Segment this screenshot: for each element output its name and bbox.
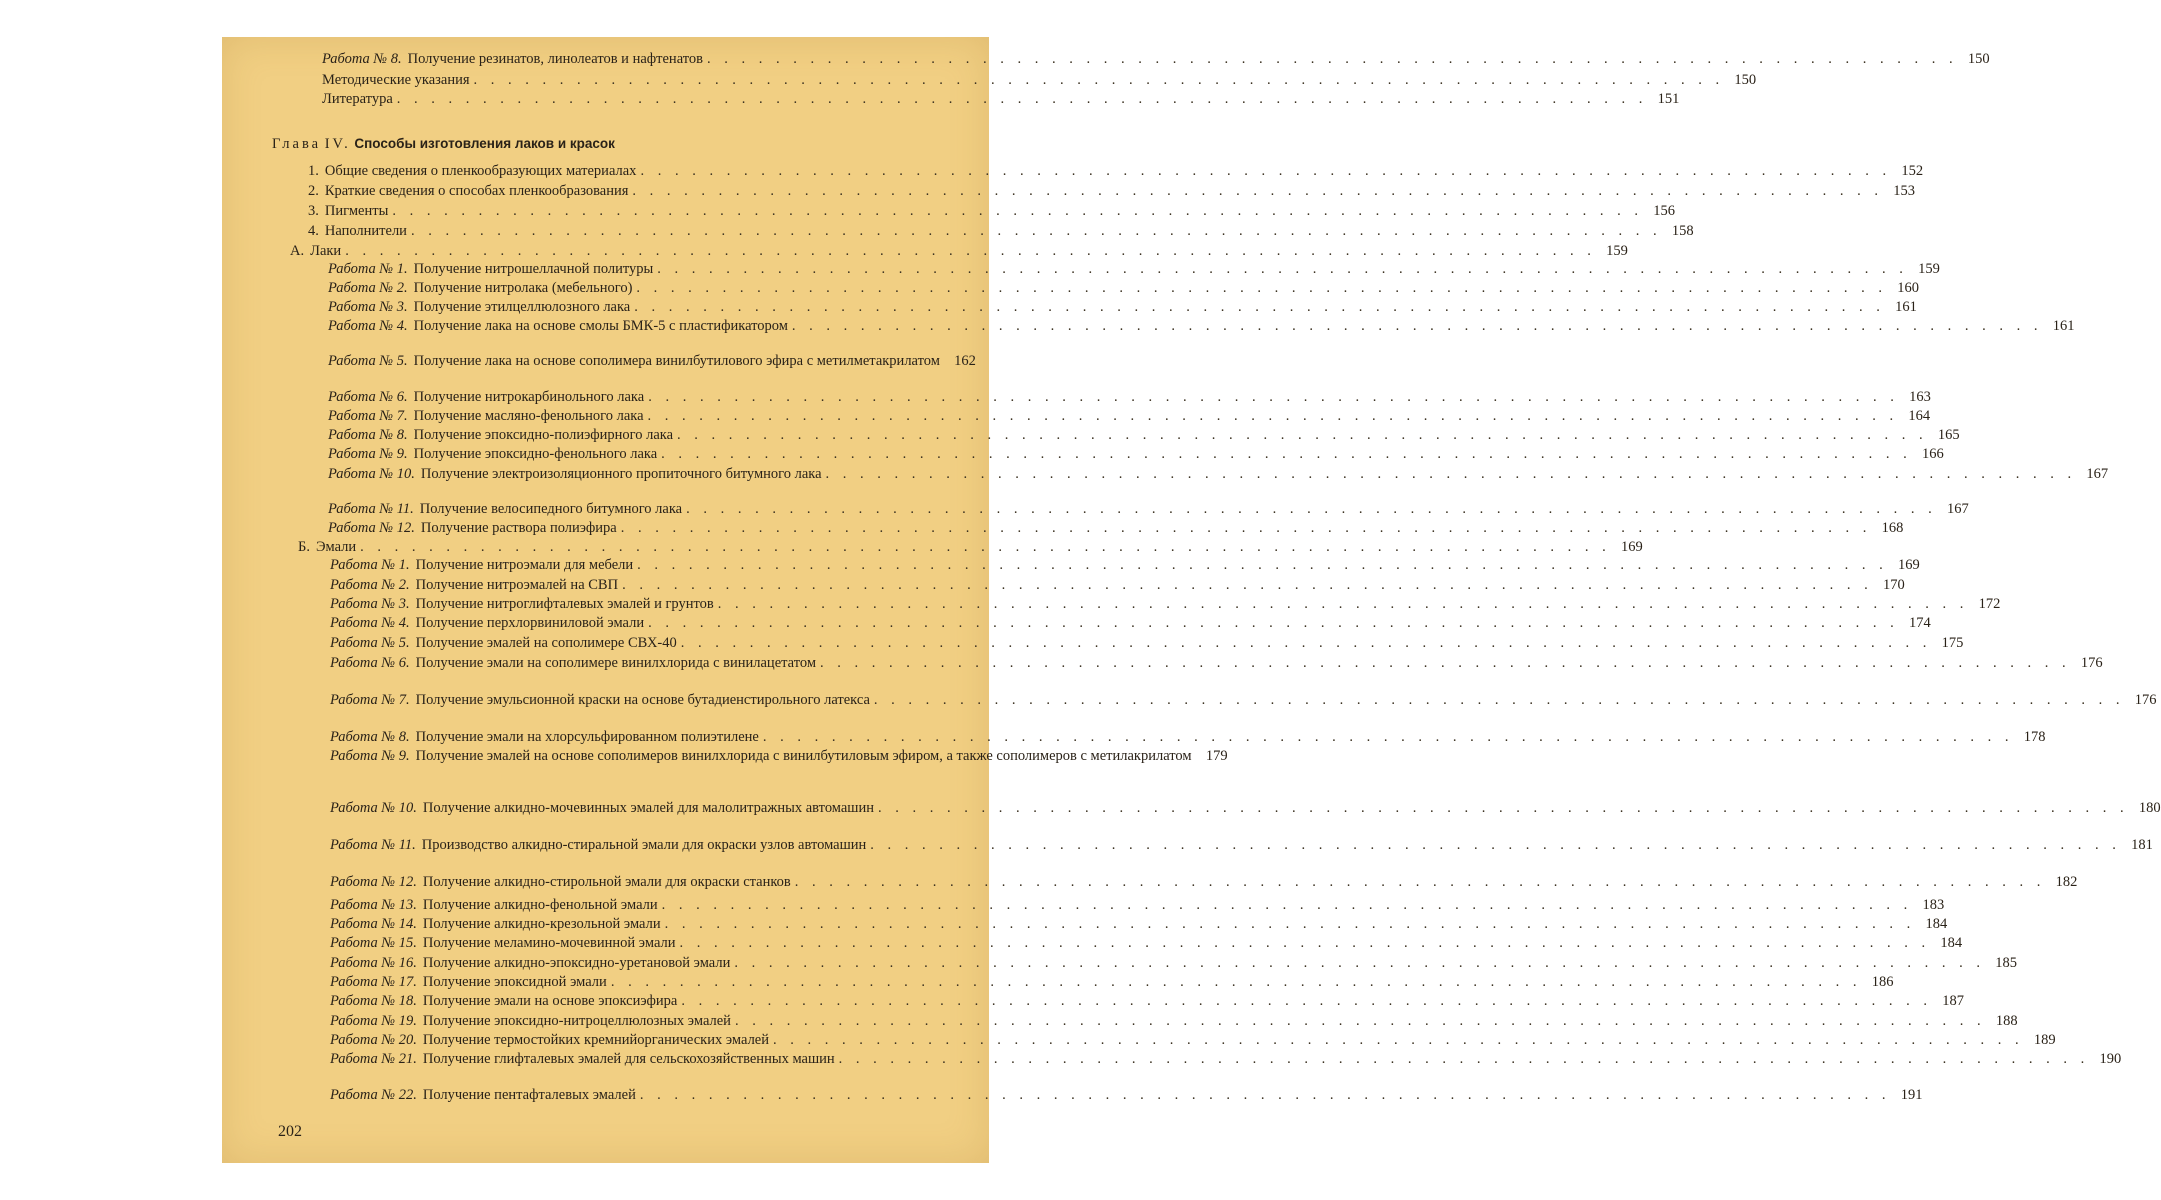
toc-entry-page: 151 — [1657, 91, 1680, 107]
toc-entry — [330, 800, 2161, 821]
chapter-prefix: Глава — [272, 136, 322, 152]
dot-leader — [621, 520, 1872, 537]
dot-leader — [707, 51, 1958, 68]
toc-entry-title: Получение алкидно-фенольной эмали — [422, 897, 658, 913]
toc-entry-page: 186 — [1871, 974, 1894, 990]
toc-entry-page: 182 — [2055, 874, 2078, 890]
toc-entry-label: Работа № 1. — [328, 261, 408, 277]
toc-entry-title: Получение велосипедного битумного лака — [419, 501, 683, 517]
toc-entry — [330, 955, 2017, 976]
toc-entry-label: Работа № 1. — [330, 557, 410, 573]
toc-entry — [328, 501, 1969, 522]
toc-entry-page: 174 — [1908, 615, 1931, 631]
toc-entry — [308, 203, 1675, 224]
toc-entry-title: Получение лака на основе смолы БМК-5 с пластификатором — [413, 318, 788, 334]
toc-entry-label: Работа № 3. — [328, 299, 408, 315]
toc-entry — [330, 897, 1945, 918]
toc-entry-page: 161 — [2052, 318, 2075, 334]
toc-entry — [330, 655, 2103, 676]
toc-entry-title: Получение эмалей на основе сополимеров винилхлорида с винилбутиловым эфиром, а также сополимеров с метилакрилатом — [415, 748, 1192, 764]
toc-entry-page: 153 — [1893, 183, 1916, 199]
toc-entry-title: Получение пентафталевых эмалей — [422, 1087, 636, 1103]
toc-entry — [328, 446, 1944, 467]
toc-entry-label: Работа № 13. — [330, 897, 417, 913]
dot-leader — [874, 692, 2125, 709]
toc-entry-page: 175 — [1941, 635, 1964, 651]
toc-entry-title: Получение нитроглифталевых эмалей и грунтов — [415, 596, 714, 612]
dot-leader — [345, 243, 1596, 260]
toc-entry-label: Работа № 3. — [330, 596, 410, 612]
dot-leader — [680, 935, 1931, 952]
toc-entry-page: 165 — [1937, 427, 1960, 443]
chapter-title: Способы изготовления лаков и красок — [354, 136, 615, 151]
toc-entry-label: Работа № 22. — [330, 1087, 417, 1103]
toc-entry-label: Работа № 10. — [330, 800, 417, 816]
toc-entry-label: Работа № 11. — [328, 501, 414, 517]
dot-leader — [665, 916, 1916, 933]
toc-entry-page: 159 — [1606, 243, 1628, 259]
toc-entry — [322, 72, 1757, 93]
toc-entry — [328, 261, 1940, 282]
dot-leader — [773, 1032, 2024, 1049]
toc-entry — [330, 729, 2046, 750]
page-number: 202 — [278, 1123, 302, 1140]
toc-entry-label: Работа № 21. — [330, 1051, 417, 1067]
toc-entry-page: 162 — [954, 353, 976, 369]
toc-entry — [328, 299, 1917, 320]
dot-leader — [648, 389, 1899, 406]
toc-entry-title: Получение эпоксидно-фенольного лака — [413, 446, 658, 462]
toc-entry — [308, 183, 1916, 204]
toc-entry-title: Общие сведения о пленкообразующих материалах — [324, 163, 637, 179]
toc-entry-label: Работа № 9. — [330, 748, 410, 764]
toc-entry-title: Методические указания — [322, 72, 470, 88]
toc-entry-page: 191 — [1900, 1087, 1923, 1103]
dot-leader — [763, 729, 2014, 746]
table-of-contents — [222, 37, 2161, 1163]
toc-entry-title: Получение эмали на основе эпоксиэфира — [422, 993, 678, 1009]
toc-entry-title: Получение эпоксидной эмали — [422, 974, 607, 990]
toc-entry — [330, 557, 1920, 578]
toc-entry-title: Получение алкидно-эпоксидно-уретановой эмали — [422, 955, 731, 971]
toc-entry-page: 150 — [1734, 72, 1757, 88]
toc-entry-label: 2. — [308, 183, 319, 199]
book-page — [222, 37, 2161, 1163]
toc-entry-page: 189 — [2033, 1032, 2056, 1048]
toc-entry-page: 152 — [1901, 163, 1924, 179]
toc-entry — [328, 427, 1960, 448]
dot-leader — [397, 91, 1648, 108]
toc-entry-label: Работа № 4. — [330, 615, 410, 631]
toc-entry — [328, 389, 1931, 410]
dot-leader — [622, 577, 1873, 594]
toc-entry — [328, 280, 1920, 301]
dot-leader — [474, 72, 1725, 89]
toc-entry-page: 156 — [1653, 203, 1675, 219]
toc-entry-title: Получение раствора полиэфира — [420, 520, 617, 536]
toc-entry-title: Получение алкидно-мочевинных эмалей для малолитражных автомашин — [422, 800, 874, 816]
toc-entry-label: Работа № 5. — [330, 635, 410, 651]
toc-entry — [322, 51, 1990, 72]
toc-entry-label: Работа № 2. — [328, 280, 408, 296]
toc-entry — [330, 1087, 1923, 1108]
toc-entry-title: Получение нитроэмали для мебели — [415, 557, 634, 573]
toc-entry — [330, 596, 2001, 617]
toc-entry-title: Получение меламино-мочевинной эмали — [422, 935, 676, 951]
dot-leader — [611, 974, 1862, 991]
toc-entry-title: Наполнители — [324, 223, 407, 239]
toc-entry-title: Получение эпоксидно-нитроцеллюлозных эмалей — [422, 1013, 731, 1029]
toc-entry — [330, 916, 1948, 937]
toc-entry-label: Работа № 7. — [328, 408, 408, 424]
dot-leader — [657, 261, 1908, 278]
toc-entry — [328, 408, 1931, 429]
toc-entry-page: 180 — [2138, 800, 2161, 816]
toc-entry-title: Получение нитрошеллачной политуры — [413, 261, 654, 277]
toc-entry-label: Работа № 15. — [330, 935, 417, 951]
toc-entry-title: Пигменты — [324, 203, 389, 219]
dot-leader — [640, 1087, 1891, 1104]
dot-leader — [795, 874, 2046, 891]
toc-entry-page: 172 — [1978, 596, 2001, 612]
dot-leader — [826, 466, 2077, 483]
toc-entry-title: Получение эмульсионной краски на основе бутадиенстирольного латекса — [415, 692, 870, 708]
toc-entry-title: Получение нитрокарбинольного лака — [413, 389, 645, 405]
toc-entry-title: Получение глифталевых эмалей для сельскохозяйственных машин — [422, 1051, 835, 1067]
toc-entry-title: Получение термостойких кремнийорганических эмалей — [422, 1032, 770, 1048]
toc-entry-page: 163 — [1909, 389, 1931, 405]
dot-leader — [637, 557, 1888, 574]
toc-entry-label: 1. — [308, 163, 319, 179]
dot-leader — [636, 280, 1887, 297]
dot-leader — [734, 955, 1985, 972]
toc-entry-title: Производство алкидно-стиральной эмали для окраски узлов автомашин — [421, 837, 867, 853]
toc-entry-page: 190 — [2099, 1051, 2122, 1067]
toc-entry-title: Получение нитролака (мебельного) — [413, 280, 633, 296]
toc-entry — [328, 520, 1904, 541]
toc-entry-label: Работа № 18. — [330, 993, 417, 1009]
dot-leader — [878, 800, 2129, 817]
toc-entry-page: 167 — [2086, 466, 2109, 482]
toc-entry — [330, 993, 1964, 1014]
toc-entry-title: Получение перхлорвиниловой эмали — [415, 615, 645, 631]
toc-entry-page: 168 — [1881, 520, 1904, 536]
dot-leader — [661, 446, 1912, 463]
toc-entry — [330, 1032, 2056, 1053]
toc-entry — [330, 615, 1931, 636]
toc-entry-title: Получение масляно-фенольного лака — [413, 408, 644, 424]
toc-entry — [330, 577, 1905, 598]
toc-entry-page: 170 — [1882, 577, 1905, 593]
toc-entry-page: 184 — [1940, 935, 1963, 951]
toc-entry-label: Работа № 6. — [328, 389, 408, 405]
toc-entry-title: Получение алкидно-крезольной эмали — [422, 916, 661, 932]
toc-entry — [330, 874, 2078, 895]
toc-entry — [330, 748, 1228, 769]
dot-leader — [870, 837, 2121, 854]
toc-entry-page: 188 — [1995, 1013, 2018, 1029]
toc-entry-label: Работа № 9. — [328, 446, 408, 462]
toc-entry-page: 169 — [1898, 557, 1920, 573]
dot-leader — [648, 408, 1899, 425]
toc-entry-page: 179 — [1205, 748, 1228, 764]
toc-entry — [328, 318, 2075, 339]
dot-leader — [634, 299, 1885, 316]
dot-leader — [360, 539, 1611, 556]
toc-entry-title: Краткие сведения о способах пленкообразования — [324, 183, 629, 199]
toc-entry — [328, 466, 2109, 487]
toc-entry-label: А. — [290, 243, 305, 259]
toc-entry-title: Получение электроизоляционного пропиточного битумного лака — [420, 466, 822, 482]
toc-entry — [328, 353, 976, 374]
dot-leader — [718, 596, 1969, 613]
toc-entry-page: 167 — [1947, 501, 1969, 517]
toc-entry-page: 158 — [1671, 223, 1694, 239]
toc-entry — [308, 163, 1924, 184]
toc-entry-page: 185 — [1995, 955, 2017, 971]
toc-entry-label: Работа № 5. — [328, 353, 408, 369]
dot-leader — [640, 163, 1891, 180]
toc-entry-title: Получение нитроэмалей на СВП — [415, 577, 619, 593]
toc-entry-title: Лаки — [310, 243, 342, 259]
toc-entry — [330, 635, 1964, 656]
toc-entry-label: Работа № 19. — [330, 1013, 417, 1029]
chapter-heading — [272, 136, 615, 153]
toc-entry-label: Работа № 4. — [328, 318, 408, 334]
toc-entry — [330, 935, 1963, 956]
dot-leader — [681, 993, 1932, 1010]
toc-entry-title: Получение этилцеллюлозного лака — [413, 299, 631, 315]
toc-entry-label: 4. — [308, 223, 319, 239]
toc-entry-title: Эмали — [315, 539, 357, 555]
toc-entry-label: Работа № 12. — [328, 520, 415, 536]
toc-entry — [308, 223, 1694, 244]
dot-leader — [735, 1013, 1986, 1030]
toc-entry-title: Получение лака на основе сополимера винилбутилового эфира с метилметакрилатом — [413, 353, 940, 369]
toc-entry-page: 187 — [1942, 993, 1964, 1009]
toc-entry-title: Литература — [322, 91, 393, 107]
toc-entry-page: 176 — [2134, 692, 2157, 708]
toc-entry-page: 181 — [2131, 837, 2153, 853]
dot-leader — [411, 223, 1662, 240]
toc-entry-page: 178 — [2023, 729, 2046, 745]
toc-entry-page: 176 — [2080, 655, 2103, 671]
toc-entry-label: Работа № 8. — [330, 729, 410, 745]
dot-leader — [662, 897, 1913, 914]
toc-entry-label: Работа № 20. — [330, 1032, 417, 1048]
chapter-number: IV. — [324, 136, 351, 152]
dot-leader — [839, 1051, 2090, 1068]
toc-entry-label: Работа № 12. — [330, 874, 417, 890]
toc-entry-page: 150 — [1967, 51, 1990, 67]
toc-entry-label: Работа № 7. — [330, 692, 410, 708]
toc-entry-page: 183 — [1922, 897, 1945, 913]
toc-entry-title: Получение эпоксидно-полиэфирного лака — [413, 427, 674, 443]
toc-entry-title: Получение эмалей на сополимере СВХ-40 — [415, 635, 677, 651]
toc-entry-label: Работа № 17. — [330, 974, 417, 990]
dot-leader — [792, 318, 2043, 335]
toc-entry-label: Работа № 11. — [330, 837, 416, 853]
toc-entry — [330, 1013, 2018, 1034]
toc-entry — [330, 692, 2157, 713]
toc-entry — [330, 974, 1894, 995]
toc-entry-page: 166 — [1922, 446, 1944, 462]
toc-entry-title: Получение алкидно-стирольной эмали для окраски станков — [422, 874, 791, 890]
toc-entry-title: Получение резинатов, линолеатов и нафтенатов — [407, 51, 703, 67]
toc-entry-page: 169 — [1621, 539, 1643, 555]
dot-leader — [686, 501, 1937, 518]
toc-entry-label: Б. — [298, 539, 310, 555]
toc-entry-label: Работа № 6. — [330, 655, 410, 671]
toc-entry-page: 160 — [1897, 280, 1920, 296]
toc-entry-title: Получение эмали на хлорсульфированном полиэтилене — [415, 729, 759, 745]
dot-leader — [632, 183, 1883, 200]
toc-entry — [330, 1051, 2122, 1072]
dot-leader — [392, 203, 1643, 220]
toc-entry — [322, 91, 1680, 112]
toc-entry-label: 3. — [308, 203, 319, 219]
toc-entry-label: Работа № 8. — [328, 427, 408, 443]
toc-entry-page: 184 — [1925, 916, 1948, 932]
toc-entry — [330, 837, 2153, 858]
toc-entry-label: Работа № 2. — [330, 577, 410, 593]
toc-entry-page: 164 — [1908, 408, 1931, 424]
dot-leader — [648, 615, 1899, 632]
toc-entry-page: 159 — [1918, 261, 1940, 277]
toc-entry-title: Получение эмали на сополимере винилхлорида с винилацетатом — [415, 655, 817, 671]
dot-leader — [820, 655, 2071, 672]
toc-entry-label: Работа № 16. — [330, 955, 417, 971]
toc-entry-label: Работа № 14. — [330, 916, 417, 932]
toc-entry-label: Работа № 8. — [322, 51, 402, 67]
dot-leader — [681, 635, 1932, 652]
toc-entry-page: 161 — [1895, 299, 1917, 315]
toc-entry-label: Работа № 10. — [328, 466, 415, 482]
dot-leader — [677, 427, 1928, 444]
